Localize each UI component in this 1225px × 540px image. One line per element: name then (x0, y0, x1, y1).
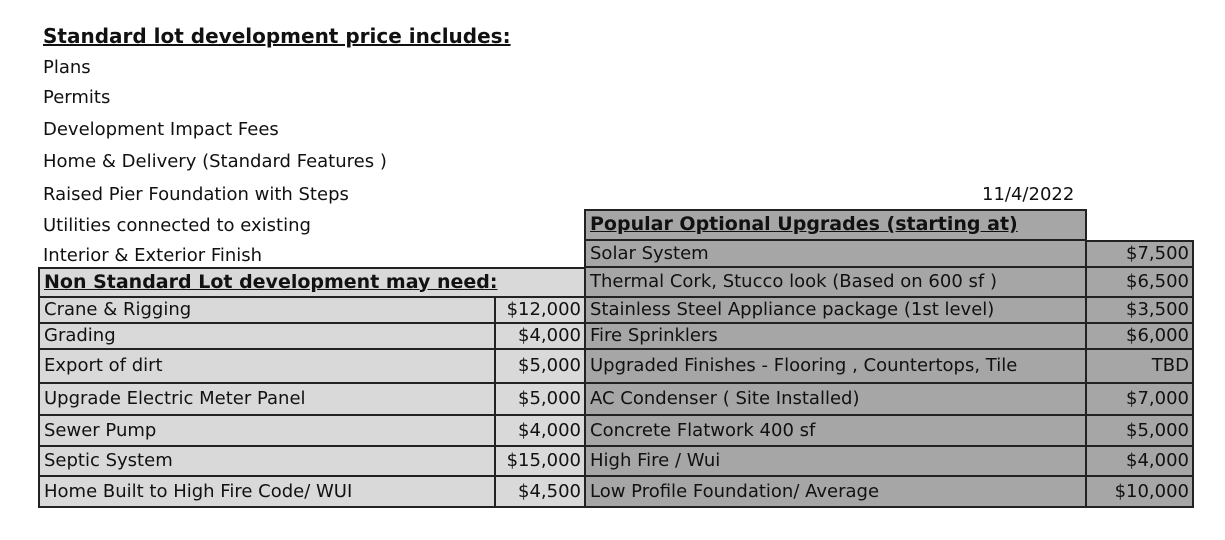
grid-line (38, 267, 40, 508)
non-standard-label: Upgrade Electric Meter Panel (39, 384, 495, 416)
non-standard-price: $4,000 (495, 416, 585, 447)
upgrade-price: $3,500 (1086, 298, 1193, 324)
upgrade-label: Solar System (585, 241, 1086, 268)
grid-line (1192, 240, 1194, 508)
grid-line (1086, 240, 1194, 242)
non-standard-price: $15,000 (495, 447, 585, 477)
upgrade-price: $7,500 (1086, 241, 1193, 268)
grid-line (39, 267, 586, 269)
non-standard-label: Crane & Rigging (39, 298, 495, 324)
upgrade-label: Low Profile Foundation/ Average (585, 477, 1086, 508)
include-item: Permits (43, 87, 111, 108)
non-standard-price: $4,000 (495, 324, 585, 350)
include-item: Development Impact Fees (43, 119, 279, 140)
date-label: 11/4/2022 (982, 184, 1075, 205)
upgrade-label: Thermal Cork, Stucco look (Based on 600 sf ) (585, 268, 1086, 298)
non-standard-price: $5,000 (495, 350, 585, 384)
non-standard-label: Export of dirt (39, 350, 495, 384)
non-standard-label: Septic System (39, 447, 495, 477)
upgrade-price: $7,000 (1086, 384, 1193, 416)
upgrade-price: $5,000 (1086, 416, 1193, 447)
non-standard-label: Home Built to High Fire Code/ WUI (39, 477, 495, 508)
upgrade-label: Fire Sprinklers (585, 324, 1086, 350)
non-standard-price: $5,000 (495, 384, 585, 416)
upgrade-label: Upgraded Finishes - Flooring , Countertops, Tile (585, 350, 1086, 384)
non-standard-label: Grading (39, 324, 495, 350)
grid-line (585, 209, 1087, 211)
upgrades-header: Popular Optional Upgrades (starting at) (585, 210, 1086, 241)
upgrade-price: $10,000 (1086, 477, 1193, 508)
include-item: Home & Delivery (Standard Features ) (43, 151, 387, 172)
include-item: Raised Pier Foundation with Steps (43, 184, 349, 205)
non-standard-price: $4,500 (495, 477, 585, 508)
non-standard-label: Sewer Pump (39, 416, 495, 447)
includes-title: Standard lot development price includes: (43, 24, 511, 48)
include-item: Utilities connected to existing (43, 215, 311, 236)
grid-line (1085, 209, 1087, 508)
grid-line (584, 209, 586, 508)
upgrade-label: Concrete Flatwork 400 sf (585, 416, 1086, 447)
upgrade-label: AC Condenser ( Site Installed) (585, 384, 1086, 416)
non-standard-price: $12,000 (495, 298, 585, 324)
upgrade-label: High Fire / Wui (585, 447, 1086, 477)
upgrade-label: Stainless Steel Appliance package (1st level) (585, 298, 1086, 324)
upgrade-price: TBD (1086, 350, 1193, 384)
include-item: Plans (43, 57, 91, 78)
non-standard-header: Non Standard Lot development may need: (39, 268, 585, 298)
upgrade-price: $6,000 (1086, 324, 1193, 350)
upgrade-price: $6,500 (1086, 268, 1193, 298)
upgrade-price: $4,000 (1086, 447, 1193, 477)
grid-line (494, 297, 496, 508)
include-item: Interior & Exterior Finish (43, 245, 263, 266)
